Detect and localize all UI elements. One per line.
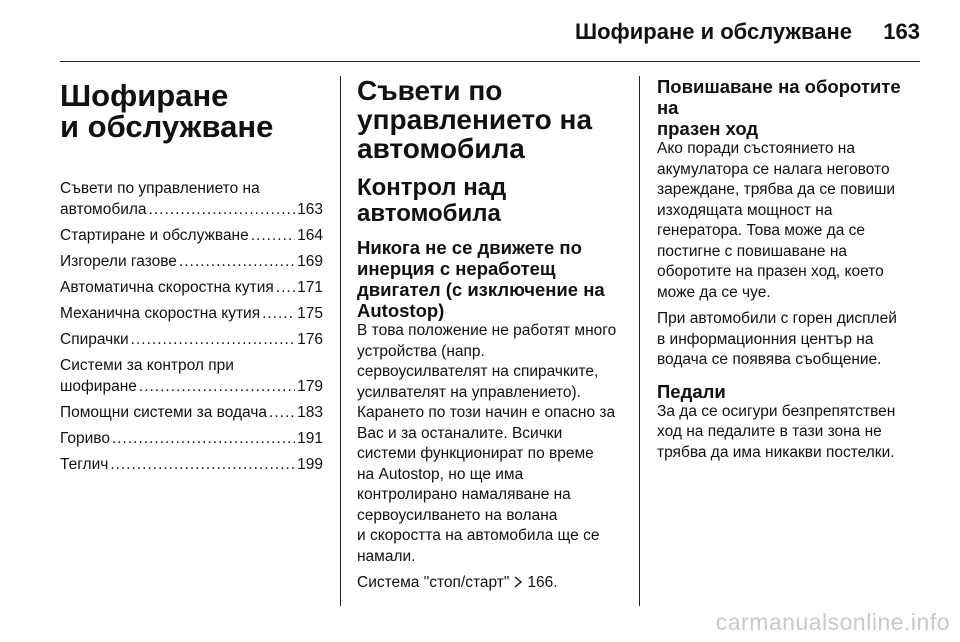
- toc-entry[interactable]: [60, 251, 323, 272]
- toc-entry-label: Спирачки: [60, 331, 129, 348]
- toc-leader-dots: [112, 428, 295, 449]
- toc-entry-label: Изгорели газове: [60, 253, 177, 270]
- text-line: водача се появява съобщение.: [657, 351, 882, 368]
- heading-line: празен ход: [657, 118, 759, 139]
- text-line: усилвателят на управлението).: [357, 383, 581, 401]
- text-line: трябва да има никакви постелки.: [657, 443, 895, 461]
- toc-entry-label: Автоматична скоростна кутия: [60, 279, 274, 296]
- toc-entry-label: Стартиране и обслужване: [60, 227, 249, 244]
- toc-entry-label: шофиране: [60, 378, 137, 395]
- toc-entry[interactable]: [60, 329, 323, 350]
- pedals-paragraph: [657, 402, 920, 464]
- section-title: [357, 76, 623, 163]
- page-reference-icon: [512, 576, 524, 588]
- text-line: намали.: [357, 547, 416, 565]
- toc-entry-page: 199: [297, 456, 323, 473]
- toc-leader-dots: [139, 376, 295, 397]
- toc-entry-page: 175: [297, 305, 323, 322]
- toc-entry-label: Механична скоростна кутия: [60, 305, 261, 322]
- reference-page[interactable]: 166.: [527, 574, 558, 591]
- toc-entry-page: 183: [297, 404, 323, 421]
- toc-entry[interactable]: [60, 303, 323, 324]
- toc-entry[interactable]: [60, 178, 323, 220]
- column-chapter-contents: [60, 76, 323, 480]
- toc-entry-page: 169: [297, 253, 323, 270]
- toc-entry[interactable]: [60, 454, 323, 475]
- display-message-paragraph: [657, 309, 920, 371]
- toc-entry[interactable]: [60, 355, 323, 397]
- page-number: 163: [883, 19, 920, 44]
- subsection-title: Контрол над автомобила: [357, 174, 507, 227]
- reference-text: Система "стоп/старт": [357, 574, 510, 591]
- toc-entry-page: 191: [297, 430, 323, 447]
- coasting-heading: [357, 237, 623, 321]
- toc-entry-label: Системи за контрол при: [60, 357, 234, 374]
- text-line: сервоусилването на волана: [357, 506, 558, 524]
- text-line: може да се чуе.: [657, 283, 771, 301]
- toc-leader-dots: [269, 402, 295, 423]
- stop-start-reference: [357, 573, 623, 594]
- text-line: акумулатора се налага неговото: [657, 160, 890, 178]
- pedals-heading: Педали: [657, 380, 726, 402]
- toc-leader-dots: [251, 225, 295, 246]
- watermark: carmanualsonline.info: [715, 609, 950, 635]
- chapter-title: [60, 80, 323, 142]
- toc-entry-row: [60, 199, 323, 220]
- text-line: генератора. Това може да се: [657, 222, 866, 239]
- toc-entry-label: Теглич: [60, 456, 109, 473]
- text-line: При автомобили с горен дисплей: [657, 310, 897, 327]
- toc-entry-page: 163: [297, 201, 323, 218]
- chapter-title-line: и обслужване: [60, 109, 274, 144]
- toc-entry[interactable]: [60, 225, 323, 246]
- toc-entry-label: автомобила: [60, 201, 147, 218]
- text-line: В това положение не работят много: [357, 322, 617, 339]
- toc-leader-dots: [179, 251, 295, 272]
- coasting-paragraph: [357, 321, 623, 567]
- table-of-contents: [60, 178, 323, 475]
- toc-entry-page: 164: [297, 227, 323, 244]
- text-line: постигне с повишаване на: [657, 242, 848, 260]
- text-line: и скоростта на автомобила ще се: [357, 527, 600, 544]
- page-header: [0, 0, 960, 62]
- header-title: Шофиране и обслужване: [574, 19, 852, 44]
- text-line: Карането по този начин е опасно за: [357, 404, 616, 421]
- text-line: Вас и за останалите. Всички: [357, 424, 563, 442]
- toc-entry-label: Помощни системи за водача: [60, 404, 268, 421]
- column-divider-1: [340, 76, 341, 606]
- toc-entry-label: Съвети по управлението на: [60, 180, 260, 197]
- heading-line: Повишаване на оборотите на: [657, 76, 901, 118]
- heading-line: инерция с неработещ: [357, 258, 556, 279]
- toc-entry-label: Гориво: [60, 430, 110, 447]
- text-line: ход на педалите в тази зона не: [657, 423, 882, 440]
- toc-entry[interactable]: [60, 277, 323, 298]
- text-line: оборотите на празен ход, което: [657, 263, 884, 280]
- text-line: системи функционират по време: [357, 445, 594, 462]
- toc-entry[interactable]: [60, 402, 323, 423]
- text-line: Ако поради състоянието на: [657, 140, 855, 157]
- heading-line: Никога не се движете по: [357, 237, 582, 258]
- toc-entry-page: 176: [297, 331, 323, 348]
- chapter-title-line: Шофиране: [60, 78, 229, 113]
- section-title-line: автомобила: [357, 133, 525, 164]
- column-driving-hints: [357, 76, 623, 594]
- idle-speed-heading: [657, 76, 920, 139]
- text-line: контролирано намаляване на: [357, 486, 571, 503]
- heading-line: двигател (с изключение на: [357, 279, 605, 300]
- heading-line: Autostop): [357, 300, 445, 321]
- text-line: устройства (напр.: [357, 342, 485, 360]
- column-divider-2: [639, 76, 640, 606]
- header-divider: [60, 61, 920, 62]
- text-line: За да се осигури безпрепятствен: [657, 402, 896, 420]
- idle-speed-paragraph: [657, 139, 920, 303]
- text-line: на Autostop, но ще има: [357, 465, 524, 483]
- toc-entry-page: 171: [297, 279, 323, 296]
- toc-leader-dots: [262, 303, 295, 324]
- toc-leader-dots: [149, 199, 296, 220]
- toc-entry-row: [60, 376, 323, 397]
- column-idle-pedals: [657, 76, 920, 463]
- text-line: сервоусилвателят на спирачките,: [357, 363, 599, 380]
- text-line: изходящата мощност на: [657, 201, 833, 219]
- toc-leader-dots: [110, 454, 295, 475]
- section-title-line: Съвети по: [357, 75, 503, 106]
- section-title-line: управлението на: [357, 104, 593, 135]
- reference-line: [357, 573, 623, 594]
- toc-entry-page: 179: [297, 378, 323, 395]
- toc-leader-dots: [131, 329, 295, 350]
- toc-entry[interactable]: [60, 428, 323, 449]
- toc-leader-dots: [276, 277, 295, 298]
- text-line: в информационния център на: [657, 330, 874, 348]
- text-line: зареждане, трябва да се повиши: [657, 181, 896, 198]
